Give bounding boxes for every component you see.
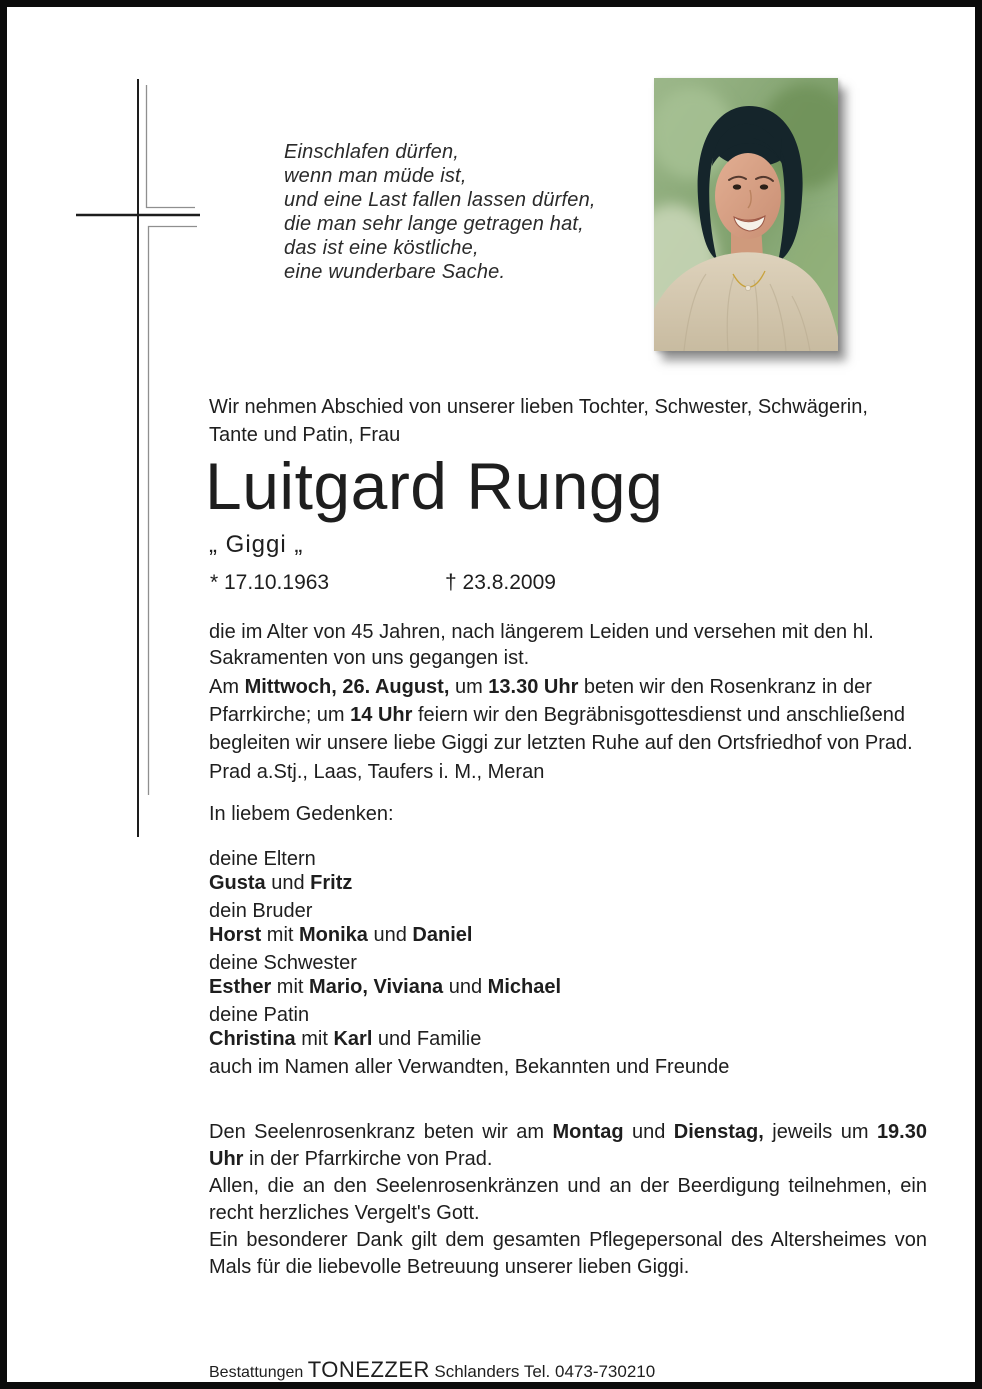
age-paragraph: die im Alter von 45 Jahren, nach längerem Leiden und versehen mit den hl. Sakramenten von uns gegangen ist. <box>209 621 874 669</box>
poem-line: eine wunderbare Sache. <box>284 261 506 283</box>
thanks-attendees-note: Allen, die an den Seelenrosenkränzen und an der Beerdigung teilnehmen, ein recht herzliches Vergelt's Gott. <box>209 1175 927 1224</box>
family-closing-line: auch im Namen aller Verwandten, Bekannten und Freunde <box>209 1056 730 1078</box>
portrait-photo <box>654 78 838 351</box>
mourning-family-list <box>209 847 929 1079</box>
undertaker-brand: TONEZZER <box>307 1357 430 1382</box>
poem-line: die man sehr lange getragen hat, <box>284 213 584 235</box>
poem-line: das ist eine köstliche, <box>284 237 479 259</box>
family-entry <box>209 1003 929 1051</box>
family-relation: dein Bruder <box>209 900 313 922</box>
places-line: Prad a.Stj., Laas, Taufers i. M., Meran <box>209 761 545 783</box>
family-relation: deine Schwester <box>209 952 357 974</box>
family-names: Horst mit Monika und Daniel <box>209 924 473 946</box>
cross-icon <box>7 7 217 847</box>
family-entry <box>209 847 929 895</box>
death-date: † 23.8.2009 <box>445 571 556 594</box>
family-relation: deine Eltern <box>209 848 316 870</box>
thanks-caregivers-note: Ein besonderer Dank gilt dem gesamten Pflegepersonal des Altersheimes von Mals für die liebevolle Betreuung unserer lieben Giggi. <box>209 1229 927 1278</box>
undertaker-footer <box>209 1357 655 1383</box>
poem-line: und eine Last fallen lassen dürfen, <box>284 189 596 211</box>
poem-line: Einschlafen dürfen, <box>284 141 460 163</box>
portrait-illustration <box>654 78 838 351</box>
birth-date: * 17.10.1963 <box>210 571 330 594</box>
family-entry <box>209 951 929 999</box>
poem-line: wenn man müde ist, <box>284 165 467 187</box>
memorial-poem <box>284 140 596 284</box>
family-entry <box>209 899 929 947</box>
funeral-schedule-paragraph: Am Mittwoch, 26. August, um 13.30 Uhr beten wir den Rosenkranz in der Pfarrkirche; um 14 Uhr feiern wir den Begräbnisgottesdienst und anschließend begleiten wir unsere liebe Giggi zur letzten Ruhe auf den Ortsfriedhof von Prad. <box>209 676 913 754</box>
deceased-nickname: „ Giggi „ <box>209 531 304 558</box>
rosary-note: Den Seelenrosenkranz beten wir am Montag und Dienstag, jeweils um 19.30 Uhr in der Pfarrkirche von Prad. <box>209 1121 927 1170</box>
life-dates <box>210 571 710 595</box>
farewell-intro: Wir nehmen Abschied von unserer lieben Tochter, Schwester, Schwägerin, Tante und Patin, Frau <box>209 396 868 446</box>
deceased-name: Luitgard Rungg <box>205 449 664 523</box>
family-names: Esther mit Mario, Viviana und Michael <box>209 976 562 998</box>
family-names: Christina mit Karl und Familie <box>209 1028 482 1050</box>
family-relation: deine Patin <box>209 1004 310 1026</box>
undertaker-type: Bestattungen <box>209 1364 304 1381</box>
remembrance-heading: In liebem Gedenken: <box>209 803 394 825</box>
undertaker-contact: Schlanders Tel. 0473-730210 <box>434 1362 656 1381</box>
family-names: Gusta und Fritz <box>209 872 353 894</box>
